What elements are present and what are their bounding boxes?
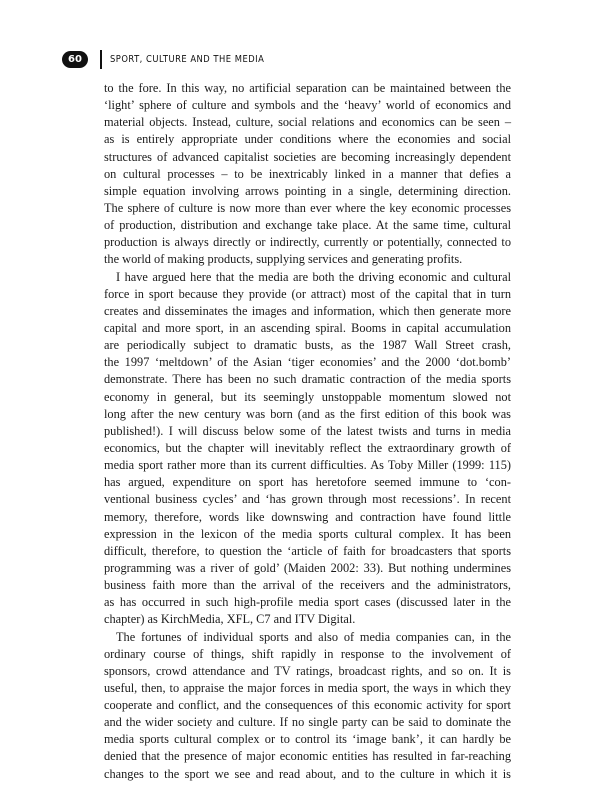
text-line: The sphere of culture is now more than ever where the key economic processes [104,200,511,215]
page-header [62,48,264,70]
text-line: changes to the sport we see and read about, and to the culture in which it is [104,766,511,781]
text-line: force in sport because they provide (or attract) most of the capital that in turn [104,286,511,301]
text-line: on cultural processes – to be inextricably linked in a manner that defies a [104,166,511,181]
paragraph [104,629,511,783]
text-line: I have argued here that the media are both the driving economic and cultural [116,269,511,284]
text-line: difficult, therefore, to question the ‘article of faith for broadcasters that sports [104,543,511,558]
text-line: as is entirely appropriate under conditions where the economies and social [104,132,511,147]
text-line: material objects. Instead, culture, social relations and economics can be seen – [104,115,511,130]
running-head: SPORT, CULTURE AND THE MEDIA [110,53,265,65]
text-line: the 1997 ‘meltdown’ of the Asian ‘tiger economies’ and the 2000 ‘dot.bomb’ [104,355,511,370]
text-line: expression in the lexicon of the media sports cultural complex. It has been [104,526,511,541]
text-line: and the wider society and culture. If no single party can be said to dominate the [104,715,511,730]
text-line: has argued, expenditure on sport has heretofore seemed immune to ‘con- [104,475,511,490]
text-line: media sports cultural complex or to control its ‘image bank’, it can hardly be [104,732,511,747]
text-line: capital and more sport, in an ascending spiral. Booms in capital accumulation [104,320,511,335]
text-line: creates and disseminates the images and information, which then generate more [104,303,511,318]
text-line: economy in general, but its seemingly unstoppable momentum slowed not [104,389,511,404]
body-text [104,80,511,783]
text-line: to the fore. In this way, no artificial separation can be maintained between the [104,81,511,95]
text-line: are periodically subject to dramatic busts, as the 1987 Wall Street crash, [104,338,511,353]
text-line: sponsors, crowd attendance and TV ratings, broadcast rights, and so on. It is [104,663,511,678]
paragraph [104,80,511,269]
text-line: ordinary course of things, shift rapidly in response to the involvement of [104,646,511,661]
text-line: The fortunes of individual sports and also of media companies can, in the [116,629,511,644]
text-line: cooperate and conflict, and the consequences of this economic activity for sport [104,698,511,713]
text-line: long after the new century was born (and as the first edition of this book was [104,406,511,421]
text-line: published!). I will discuss below some of the latest twists and turns in media [104,423,511,438]
text-line: denied that the presence of major economic entities has resulted in far-reaching [104,749,511,764]
text-line: programming was a river of gold’ (Maiden 2002: 33). But nothing undermines [104,560,511,575]
text-line: the world of making products, supplying services and generating profits. [104,252,463,267]
page-number: 60 [62,51,88,68]
text-line: production is always directly or indirectly, currently or potentially, connected to [104,235,511,250]
text-line: ventional business cycles’ and ‘has grown through most recessions’. In recent [104,492,511,507]
text-line: economics, but the chapter will inevitably reflect the extraordinary growth of [104,440,511,455]
text-line: of production, distribution and exchange take place. At the same time, cultural [104,218,511,233]
text-line: as has occurred in such high-profile media sport cases (discussed later in the [104,595,511,610]
paragraph [104,269,511,629]
text-line: simple equation involving arrows pointing in a single, determining direction. [104,183,511,198]
text-line: useful, then, to appraise the major forces in media sport, the ways in which they [104,680,511,695]
text-line: business faith more than the arrival of the receivers and the administrators, [104,578,511,593]
text-line: ‘light’ sphere of culture and symbols and the ‘heavy’ world of economics and [104,98,511,113]
text-line: memory, therefore, words like downswing and contraction have found little [104,509,511,524]
text-line: media sport rather more than its current difficulties. As Toby Miller (1999: 115) [104,458,511,473]
text-line: chapter) as KirchMedia, XFL, C7 and ITV Digital. [104,612,356,627]
header-divider [100,50,102,69]
text-line: structures of advanced capitalist societies are becoming increasingly dependent [104,149,511,164]
text-line: demonstrate. There has been no such dramatic contraction of the media sports [104,372,511,387]
